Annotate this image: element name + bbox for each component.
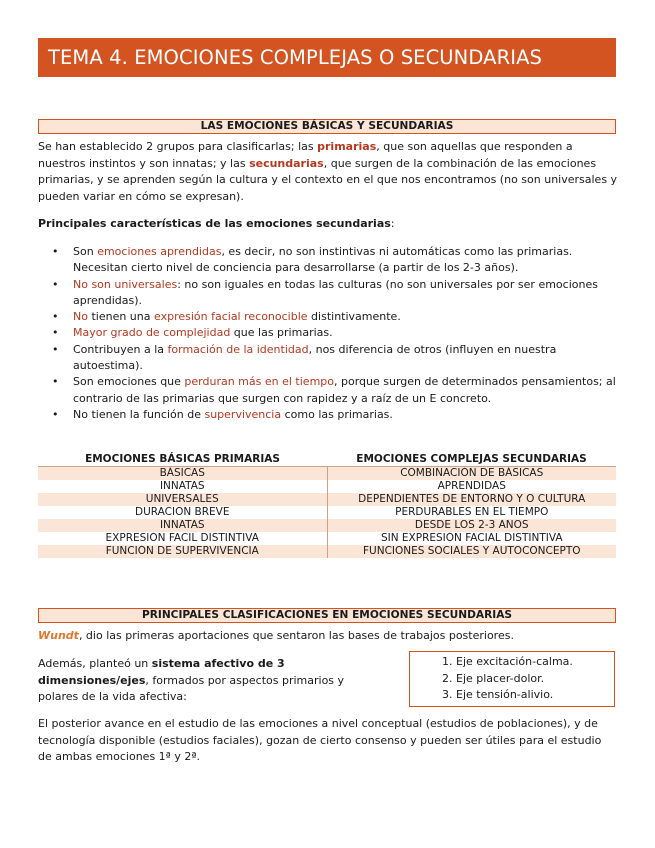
list-item: • Son emociones aprendidas, es decir, no son instintivas ni automáticas como las primarias. Necesitan cierto nivel de conciencia para desarrollarse (a partir de los 2-3 años). bbox=[73, 244, 618, 277]
table-row: FUNCIÓN DE SUPERVIVENCIA FUNCIONES SOCIALES Y AUTOCONCEPTO bbox=[38, 545, 616, 558]
table-row: INNATAS APRENDIDAS bbox=[38, 480, 616, 493]
keyword-primarias: primarias bbox=[317, 140, 377, 153]
list-item: • Contribuyen a la formación de la identidad, nos diferencia de otros (influyen en nuestra autoestima). bbox=[73, 342, 618, 375]
table-row: DURACIÓN BREVE PERDURABLES EN EL TIEMPO bbox=[38, 506, 616, 519]
comparison-table bbox=[38, 451, 616, 558]
page-title: TEMA 4. EMOCIONES COMPLEJAS O SECUNDARIAS bbox=[38, 38, 616, 77]
section-heading-basic-secondary: LAS EMOCIONES BÁSICAS Y SECUNDARIAS bbox=[38, 119, 616, 134]
intro-paragraph: Se han establecido 2 grupos para clasificarlas; las primarias, que son aquellas que responden a nuestros instintos y son innatas; y las secundarias, que surgen de la combinación de las emociones primarias, y se aprenden según la cultura y el contexto en el que nos encontramos (no son universales y pueden variar en cómo se expresan). bbox=[38, 140, 618, 203]
author-wundt: Wundt bbox=[38, 629, 79, 642]
keyword-secundarias: secundarias bbox=[249, 156, 324, 170]
list-item: • No tienen la función de supervivencia como las primarias. bbox=[73, 407, 618, 423]
list-item: • Son emociones que perduran más en el tiempo, porque surgen de determinados pensamientos; al contrario de las primarias que surgen con rapidez y a raíz de un E concreto. bbox=[73, 374, 618, 407]
table-row: INNATAS DESDE LOS 2-3 AÑOS bbox=[38, 519, 616, 532]
list-item: 3. Eje tensión-alivio. bbox=[456, 687, 614, 704]
table-header-primary: EMOCIONES BÁSICAS PRIMARIAS bbox=[38, 451, 327, 467]
affective-system-paragraph: Además, planteó un sistema afectivo de 3 dimensiones/ejes, formados por aspectos primarios y polares de la vida afectiva: bbox=[38, 657, 345, 704]
list-item: 1. Eje excitación-calma. bbox=[456, 654, 614, 671]
characteristics-subheading: Principales características de las emociones secundarias: bbox=[38, 217, 395, 230]
wundt-paragraph: Wundt, dio las primeras aportaciones que sentaron las bases de trabajos posteriores. bbox=[38, 629, 514, 642]
list-item: 2. Eje placer-dolor. bbox=[456, 671, 614, 688]
axes-list-box bbox=[409, 651, 615, 707]
table-row: UNIVERSALES DEPENDIENTES DE ENTORNO Y O CULTURA bbox=[38, 493, 616, 506]
table-row: EXPRESIÓN FACIL DISTINTIVA SIN EXPRESIÓN FACIAL DISTINTIVA bbox=[38, 532, 616, 545]
characteristics-list bbox=[38, 244, 618, 423]
list-item: • No son universales: no son iguales en todas las culturas (no son universales por ser emociones aprendidas). bbox=[73, 277, 618, 310]
section-heading-classifications: PRINCIPALES CLASIFICACIONES EN EMOCIONES SECUNDARIAS bbox=[38, 608, 616, 623]
list-item: • No tienen una expresión facial reconocible distintivamente. bbox=[73, 309, 618, 325]
closing-paragraph: El posterior avance en el estudio de las emociones a nivel conceptual (estudios de poblaciones), y de tecnología disponible (estudios faciales), gozan de cierto consenso y pueden ser útiles para el estudio de ambas emociones 1ª y 2ª. bbox=[38, 717, 602, 764]
list-item: • Mayor grado de complejidad que las primarias. bbox=[73, 325, 618, 341]
table-row: BÁSICAS COMBINACIÓN DE BÁSICAS bbox=[38, 467, 616, 481]
axes-list bbox=[410, 652, 614, 704]
table-header-secondary: EMOCIONES COMPLEJAS SECUNDARIAS bbox=[327, 451, 616, 467]
